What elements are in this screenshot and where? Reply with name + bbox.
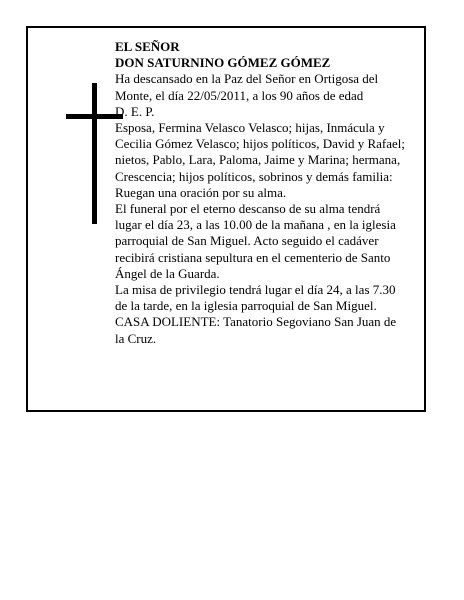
body-line: El funeral por el eterno descanso de su alma tendrá [115,201,381,217]
obituary-text [115,39,419,347]
body-line: CASA DOLIENTE: Tanatorio Segoviano San Juan de [115,314,397,330]
body-line: de la tarde, en la iglesia parroquial de San Miguel. [115,298,377,314]
notice-title-line: EL SEÑOR [115,39,180,54]
body-line: Ha descansado en la Paz del Señor en Ortigosa del [115,71,379,87]
body-line: Ruegan una oración por su alma. [115,184,287,200]
body-line: Cecilia Gómez Velasco; hijos políticos, David y Rafael; [115,136,406,152]
body-line: lugar el día 23, a las 10.00 de la mañana , en la iglesia [115,217,396,233]
cross-icon-vertical-bar [92,83,97,224]
body-line: Crescencia; hijos políticos, sobrinos y demás familia: [115,168,393,184]
body-line: Esposa, Fermina Velasco Velasco; hijas, Inmácula y [115,120,385,136]
body-line: nietos, Pablo, Lara, Paloma, Jaime y Marina; hermana, [115,152,401,168]
deceased-name: DON SATURNINO GÓMEZ GÓMEZ [115,55,331,71]
body-line: Ángel de la Guarda. [115,265,220,281]
body-line: la Cruz. [115,330,157,346]
body-line: La misa de privilegio tendrá lugar el día 24, a las 7.30 [115,282,396,298]
body-line: Monte, el día 22/05/2011, a los 90 años de edad [115,87,364,103]
body-line: recibirá cristiana sepultura en el cementerio de Santo [115,249,391,265]
body-line: parroquial de San Miguel. Acto seguido el cadáver [115,233,379,249]
body-line: D. E. P. [115,103,155,119]
